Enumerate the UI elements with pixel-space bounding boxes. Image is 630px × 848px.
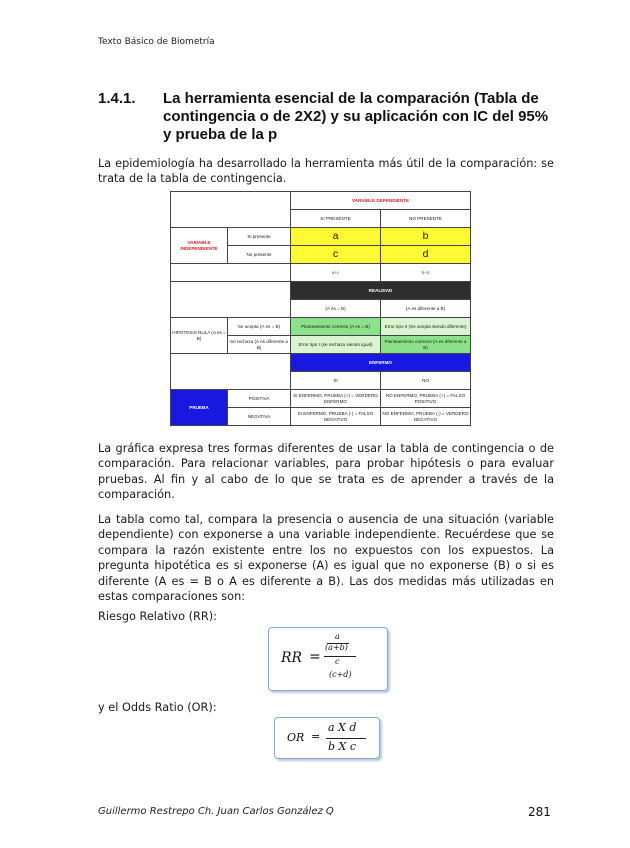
cell-a: a	[291, 228, 381, 246]
table-corner-empty	[171, 192, 291, 228]
cell-falso-positivo: NO ENFERMO, PRUEBA (+) = FALSO POSITIVO	[381, 390, 471, 408]
col-a-eq-b: (A es = B)	[291, 300, 381, 318]
prueba-header: PRUEBA	[171, 390, 228, 426]
cell-planteamiento-correcto-2: Planteamiento correcto (A es diferente a B)	[381, 336, 471, 354]
col-si: SI	[291, 372, 381, 390]
cell-c: c	[291, 246, 381, 264]
or-fraction-bar	[326, 738, 366, 739]
paragraph-table-explanation: La tabla como tal, compara la presencia o ausencia de una situación (variable dependiente) con exponerse a una variable independiente. Recuérdese que se compara la razón existente entre los no expuestos con los expuestos. La pregunta hipotética es si exponerse (A) es igual que no exponerse (B) o si es diferente (A es = B o A es diferente a B). Las dos medidas más utilizadas en estas comparaciones son:	[98, 513, 554, 604]
row-positiva: POSITIVA	[228, 390, 291, 408]
enfermo-header: ENFERMO	[291, 354, 471, 372]
contingency-table-figure	[170, 191, 471, 426]
rr-den-bottom: (c+d)	[329, 670, 352, 679]
cell-error-tipo-i: Error tipo I (se rechaza siendo igual)	[291, 336, 381, 354]
or-numerator: a X d	[328, 721, 357, 734]
cell-error-tipo-ii: Error tipo II (Se acepta siendo diferente)	[381, 318, 471, 336]
row-se-rechaza: Se rechaza (A es diferente a B)	[228, 336, 291, 354]
col-si-presente: SI PRESENTE	[291, 210, 381, 228]
rr-main-bar	[324, 656, 356, 657]
total-bd: b+d	[381, 264, 471, 282]
row-si-presente: Si presente	[228, 228, 291, 246]
col-a-neq-b: (A es diferente a B)	[381, 300, 471, 318]
running-header: Texto Básico de Biometría	[98, 37, 215, 47]
section-number: 1.4.1.	[98, 90, 136, 107]
rr-formula	[268, 627, 388, 691]
total-ac: a+c	[291, 264, 381, 282]
or-formula	[274, 717, 380, 759]
or-label: y el Odds Ratio (OR):	[98, 701, 217, 714]
rr-den-top: c	[335, 657, 340, 666]
realidad-header: REALIDAD	[291, 282, 471, 300]
rr-equals: =	[309, 649, 321, 665]
cell-falso-negativo: SI ENFERMO, PRUEBA (-) = FALSO NEGATIVO	[291, 408, 381, 426]
footer-authors: Guillermo Restrepo Ch. Juan Carlos González Q	[98, 806, 334, 817]
or-lhs: OR	[287, 731, 305, 744]
page-number: 281	[528, 805, 551, 819]
cell-verdadero-enfermo: SI ENFERMO, PRUEBA (+) = VERDERO ENFERMO	[291, 390, 381, 408]
row-no-presente: No presente	[228, 246, 291, 264]
or-equals: =	[311, 730, 321, 743]
hipotesis-nula-header: HIPOTESIS NULA (A es = B)	[171, 318, 228, 354]
section-title: La herramienta esencial de la comparación (Tabla de contingencia o de 2X2) y su aplicación con IC del 95% y prueba de la p	[163, 90, 549, 143]
col-no: NO	[381, 372, 471, 390]
or-denominator: b X c	[328, 740, 357, 753]
totals-row-label-empty	[171, 264, 291, 282]
dep-var-header: VARIABLE DEPENDIENTE	[291, 192, 471, 210]
test-corner-empty	[171, 354, 291, 390]
row-negativa: NEGATIVA	[228, 408, 291, 426]
row-se-acepta: Se acepta (A es = B)	[228, 318, 291, 336]
rr-label: Riesgo Relativo (RR):	[98, 610, 217, 623]
cell-d: d	[381, 246, 471, 264]
cell-planteamiento-correcto-1: Planteamiento correcto (A es = B)	[291, 318, 381, 336]
cell-verdadero-negativo: NO ENFERMO, PRUEBA (-) = VERDERO NEGATIVO	[381, 408, 471, 426]
indep-var-header: VARIABLE INDEPENDIENTE	[171, 228, 228, 264]
rr-lhs: RR	[281, 650, 303, 666]
col-no-presente: NO PRESENTE	[381, 210, 471, 228]
hypothesis-corner-empty	[171, 282, 291, 318]
rr-num-top: a	[335, 632, 340, 641]
rr-num-bottom: (a+b)	[325, 643, 348, 652]
paragraph-intro: La epidemiología ha desarrollado la herramienta más útil de la comparación: se trata de la tabla de contingencia.	[98, 157, 554, 186]
cell-b: b	[381, 228, 471, 246]
paragraph-graph-explanation: La gráfica expresa tres formas diferentes de usar la tabla de contingencia o de comparación. Para relacionar variables, para probar hipótesis o para evaluar pruebas. Al fin y al cabo de lo que se trata es de aprender a través de la comparación.	[98, 442, 554, 502]
